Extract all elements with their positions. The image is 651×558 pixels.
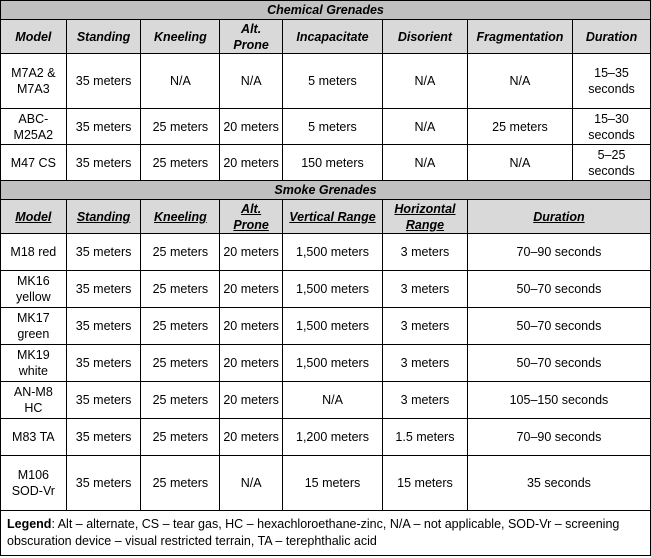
table-cell: N/A	[220, 456, 283, 511]
col-header-incapacitate: Incapacitate	[282, 20, 382, 54]
smoke-col-header-alt-prone: Alt. Prone	[220, 200, 283, 234]
table-cell: 25 meters	[467, 109, 572, 145]
table-cell: M106 SOD-Vr	[1, 456, 67, 511]
table-cell: 50–70 seconds	[467, 308, 650, 345]
chemical-section-title: Chemical Grenades	[1, 1, 651, 20]
table-cell: 25 meters	[141, 271, 220, 308]
table-row	[1, 109, 651, 145]
table-cell: 1,500 meters	[282, 345, 382, 382]
table-cell: 105–150 seconds	[467, 382, 650, 419]
table-cell: 35 meters	[66, 145, 141, 181]
smoke-col-header-duration: Duration	[467, 200, 650, 234]
table-cell: 20 meters	[220, 382, 283, 419]
col-header-model: Model	[1, 20, 67, 54]
table-row	[1, 54, 651, 109]
col-header-kneeling: Kneeling	[141, 20, 220, 54]
table-row	[1, 419, 651, 456]
table-cell: M7A2 & M7A3	[1, 54, 67, 109]
table-cell: 3 meters	[383, 345, 468, 382]
table-cell: 35 meters	[66, 271, 141, 308]
table-row	[1, 271, 651, 308]
table-cell: N/A	[220, 54, 283, 109]
col-header-duration: Duration	[573, 20, 651, 54]
table-cell: 35 meters	[66, 419, 141, 456]
table-cell: 15 meters	[282, 456, 382, 511]
smoke-col-header-horizontal-range: Horizontal Range	[383, 200, 468, 234]
table-cell: AN-M8 HC	[1, 382, 67, 419]
table-cell: 70–90 seconds	[467, 419, 650, 456]
table-cell: 35 meters	[66, 54, 141, 109]
table-cell: 20 meters	[220, 145, 283, 181]
table-cell: 20 meters	[220, 345, 283, 382]
col-header-disorient: Disorient	[383, 20, 468, 54]
table-cell: 35 seconds	[467, 456, 650, 511]
table-cell: N/A	[383, 54, 468, 109]
table-cell: 70–90 seconds	[467, 234, 650, 271]
table-cell: 15–30 seconds	[573, 109, 651, 145]
table-cell: 3 meters	[383, 234, 468, 271]
smoke-col-header-standing: Standing	[66, 200, 141, 234]
table-cell: 15–35 seconds	[573, 54, 651, 109]
table-cell: 25 meters	[141, 419, 220, 456]
table-cell: 3 meters	[383, 308, 468, 345]
table-cell: 5 meters	[282, 109, 382, 145]
table-cell: 25 meters	[141, 345, 220, 382]
col-header-standing: Standing	[66, 20, 141, 54]
table-cell: N/A	[467, 145, 572, 181]
table-cell: 150 meters	[282, 145, 382, 181]
table-cell: 1,200 meters	[282, 419, 382, 456]
table-cell: N/A	[282, 382, 382, 419]
table-cell: 1,500 meters	[282, 234, 382, 271]
legend-row	[1, 511, 651, 556]
table-cell: 50–70 seconds	[467, 271, 650, 308]
table-cell: M47 CS	[1, 145, 67, 181]
table-cell: 35 meters	[66, 109, 141, 145]
table-cell: 20 meters	[220, 234, 283, 271]
table-cell: 1,500 meters	[282, 308, 382, 345]
table-cell: 25 meters	[141, 382, 220, 419]
smoke-col-header-vertical-range: Vertical Range	[282, 200, 382, 234]
table-cell: MK19 white	[1, 345, 67, 382]
smoke-col-header-kneeling: Kneeling	[141, 200, 220, 234]
col-header-fragmentation: Fragmentation	[467, 20, 572, 54]
table-cell: 3 meters	[383, 271, 468, 308]
table-cell: MK17 green	[1, 308, 67, 345]
legend-text: : Alt – alternate, CS – tear gas, HC – hexachloroethane-zinc, N/A – not applicable, SOD-Vr – screening obscuration device – visual restricted terrain, TA – terephthalic acid	[7, 517, 620, 548]
table-cell: 3 meters	[383, 382, 468, 419]
table-cell: 50–70 seconds	[467, 345, 650, 382]
table-cell: 35 meters	[66, 345, 141, 382]
table-row	[1, 145, 651, 181]
table-cell: 5 meters	[282, 54, 382, 109]
table-cell: MK16 yellow	[1, 271, 67, 308]
table-cell: 5–25 seconds	[573, 145, 651, 181]
table-cell: 25 meters	[141, 109, 220, 145]
table-cell: N/A	[467, 54, 572, 109]
table-cell: M18 red	[1, 234, 67, 271]
table-cell: 35 meters	[66, 382, 141, 419]
smoke-section-title: Smoke Grenades	[1, 181, 651, 200]
smoke-title-row	[1, 181, 651, 200]
table-cell: ABC-M25A2	[1, 109, 67, 145]
smoke-header-row	[1, 200, 651, 234]
legend	[1, 511, 651, 556]
table-row	[1, 234, 651, 271]
table-cell: 1.5 meters	[383, 419, 468, 456]
chemical-header-row	[1, 20, 651, 54]
table-cell: N/A	[383, 145, 468, 181]
table-cell: 25 meters	[141, 456, 220, 511]
table-row	[1, 308, 651, 345]
legend-label: Legend	[7, 517, 52, 531]
table-cell: 15 meters	[383, 456, 468, 511]
table-row	[1, 456, 651, 511]
table-cell: 25 meters	[141, 308, 220, 345]
table-cell: 35 meters	[66, 308, 141, 345]
table-body	[1, 1, 651, 556]
col-header-alt-prone: Alt. Prone	[220, 20, 283, 54]
table-cell: 20 meters	[220, 308, 283, 345]
table-cell: 25 meters	[141, 145, 220, 181]
table-cell: N/A	[383, 109, 468, 145]
table-cell: 20 meters	[220, 419, 283, 456]
table-cell: 25 meters	[141, 234, 220, 271]
smoke-col-header-model: Model	[1, 200, 67, 234]
table-row	[1, 382, 651, 419]
table-cell: 20 meters	[220, 109, 283, 145]
table-cell: 35 meters	[66, 234, 141, 271]
table-row	[1, 345, 651, 382]
table-cell: 1,500 meters	[282, 271, 382, 308]
table-cell: N/A	[141, 54, 220, 109]
chemical-title-row	[1, 1, 651, 20]
table-cell: 20 meters	[220, 271, 283, 308]
table-cell: M83 TA	[1, 419, 67, 456]
table-cell: 35 meters	[66, 456, 141, 511]
